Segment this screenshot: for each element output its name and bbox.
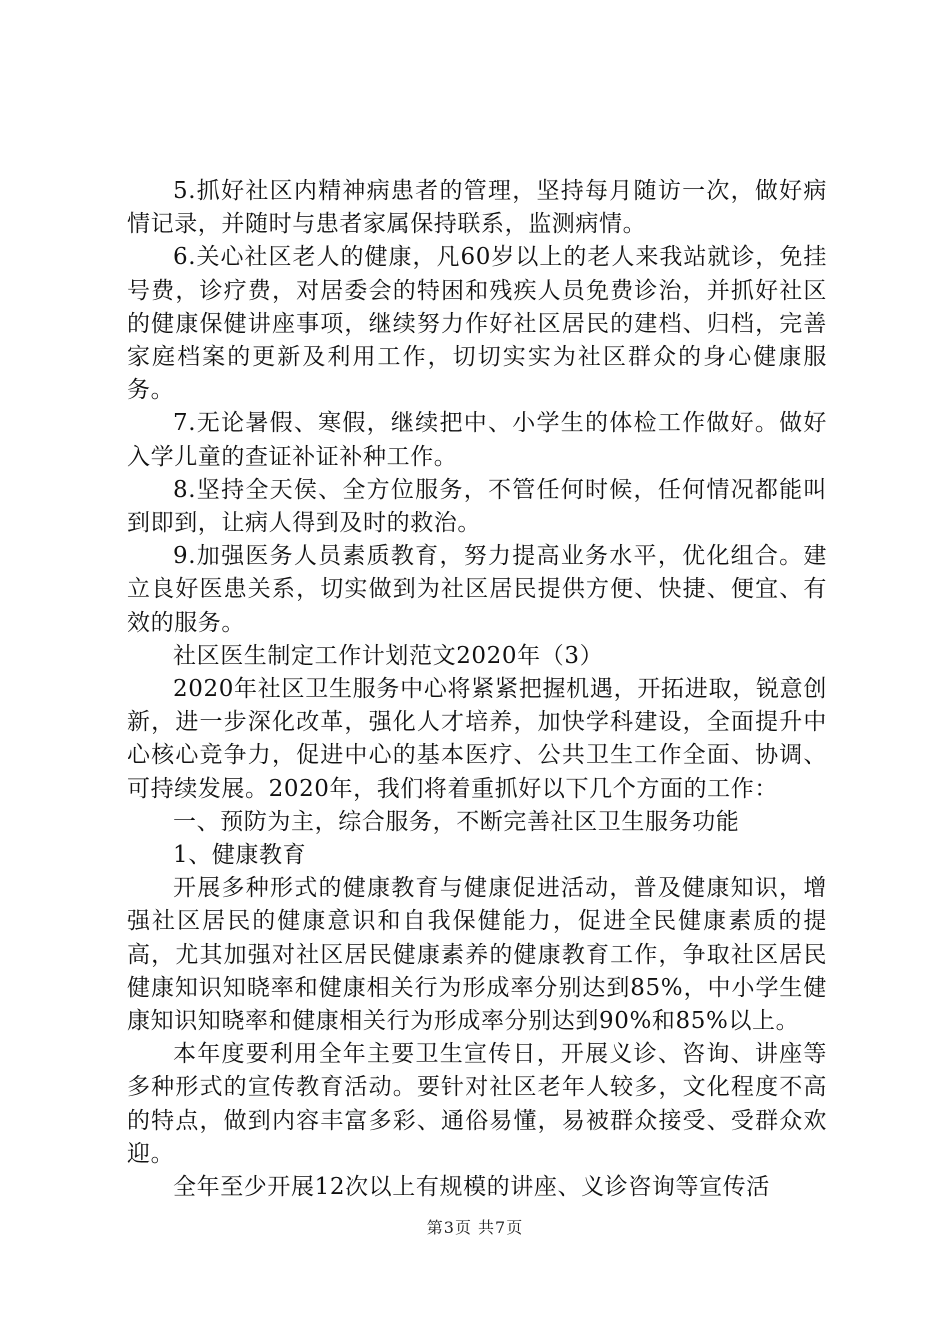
paragraph-item-7: 7.无论暑假、寒假，继续把中、小学生的体检工作做好。做好入学儿童的查证补证补种工作。 (127, 410, 827, 470)
subheading-health-education: 1、健康教育 (173, 842, 307, 869)
paragraph-item-9: 9.加强医务人员素质教育，努力提高业务水平，优化组合。建立良好医患关系，切实做到为社区居民提供方便、快捷、便宜、有效的服务。 (127, 543, 827, 636)
paragraph-propaganda: 本年度要利用全年主要卫生宣传日，开展义诊、咨询、讲座等多种形式的宣传教育活动。要针对社区老年人较多，文化程度不高的特点，做到内容丰富多彩、通俗易懂，易被群众接受、受群众欢迎。 (127, 1041, 827, 1167)
paragraph-health-education: 开展多种形式的健康教育与健康促进活动，普及健康知识，增强社区居民的健康意识和自我保健能力，促进全民健康素质的提高，尤其加强对社区居民健康素养的健康教育工作，争取社区居民健康知识知晓率和健康相关行为形成率分别达到85%，中小学生健康知识知晓率和健康相关行为形成率分别达到90%和85%以上。 (127, 875, 827, 1035)
intro-paragraph: 2020年社区卫生服务中心将紧紧把握机遇，开拓进取，锐意创新，进一步深化改革，强化人才培养，加快学科建设，全面提升中心核心竞争力，促进中心的基本医疗、公共卫生工作全面、协调、可持续发展。2020年，我们将着重抓好以下几个方面的工作： (127, 676, 827, 802)
page-footer: 第3页 共7页 (426, 1218, 524, 1237)
heading-prevention: 一、预防为主，综合服务，不断完善社区卫生服务功能 (173, 808, 740, 835)
document-body (127, 175, 827, 1204)
paragraph-item-8: 8.坚持全天侯、全方位服务，不管任何时候，任何情况都能叫到即到，让病人得到及时的救治。 (127, 476, 827, 537)
section-title: 社区医生制定工作计划范文2020年（3） (173, 642, 604, 669)
paragraph-lectures: 全年至少开展12次以上有规模的讲座、义诊咨询等宣传活 (173, 1174, 770, 1201)
paragraph-item-5: 5.抓好社区内精神病患者的管理，坚持每月随访一次，做好病情记录，并随时与患者家属保持联系，监测病情。 (127, 178, 827, 238)
paragraph-item-6: 6.关心社区老人的健康，凡60岁以上的老人来我站就诊，免挂号费，诊疗费，对居委会的特困和残疾人员免费诊治，并抓好社区的健康保健讲座事项，继续努力作好社区居民的建档、归档，完善家庭档案的更新及利用工作，切切实实为社区群众的身心健康服务。 (127, 244, 827, 404)
